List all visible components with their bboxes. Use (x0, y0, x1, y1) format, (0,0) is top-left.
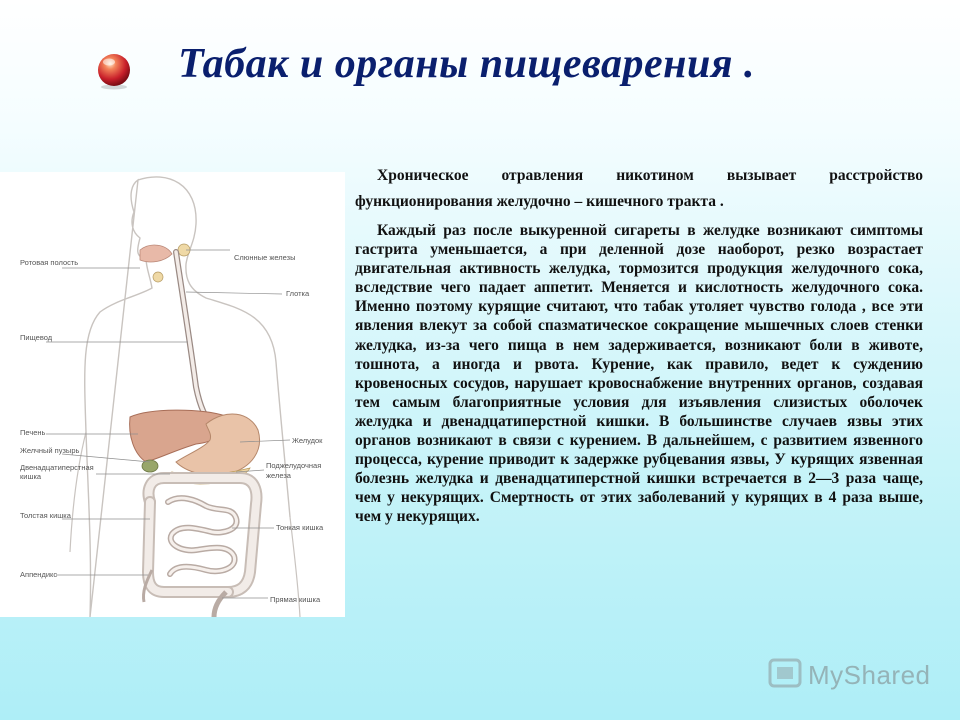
label-gallbladder: Желчный пузырь (20, 446, 80, 455)
label-colon: Толстая кишка (20, 511, 71, 520)
label-duodenum-2: кишка (20, 472, 42, 481)
red-sphere-bullet-icon (95, 52, 133, 90)
label-stomach: Желудок (292, 436, 323, 445)
slide-title: Табак и органы пищеварения . (178, 41, 755, 87)
watermark-text: MyShared (808, 660, 931, 690)
label-small-intestine: Тонкая кишка (276, 523, 324, 532)
digestive-system-diagram (0, 172, 345, 617)
intro-paragraph: Хроническое отравления никотином вызывает расстройство функционирования желудочно – кишечного тракта . (355, 167, 923, 210)
label-rectum: Прямая кишка (270, 595, 321, 604)
label-pharynx: Глотка (286, 289, 310, 298)
label-appendix: Аппендикс (20, 570, 58, 579)
label-esophagus: Пищевод (20, 333, 53, 342)
label-salivary-glands: Слюнные железы (234, 253, 296, 262)
label-pancreas-1: Поджелудочная (266, 461, 322, 470)
label-mouth: Ротовая полость (20, 258, 79, 267)
label-pancreas-2: железа (266, 471, 291, 480)
label-liver: Печень (20, 428, 46, 437)
label-duodenum-1: Двенадцатиперстная (20, 463, 94, 472)
main-paragraph: Каждый раз после выкуренной сигареты в желудке возникают симптомы гастрита уменьшается, а при деленной дозе наоборот, резко возрастает двигательная активность желудка, тормозится продукция желудочного сока, вследствие чего падает аппетит. Меняется и кислотность желудочного сока. Именно поэтому курящие считают, что табак утоляет чувство голода , все эти явления влекут за собой спазматическое сокращение мышечных слоев стенки желудка, из-за чего пища в нем задерживается, возникают боли в животе, тошнота, а иногда и рвота. Курение, как правило, ведет к суждению кровеносных сосудов, нарушает кровоснабжение внутренних органов, создавая тем самым благоприятные условия для изъявления слизистых оболочек желудка и двенадцатиперстной кишки. В большинстве случаев язвы этих органов возникают в связи с курением. В дальнейшем, с развитием язвенного процесса, курение приводит к задержке рубцевания язвы, У курящих язвенная болезнь желудка и двенадцатиперстной кишки встречается в 2—3 раза чаще, чем у некурящих. Смертность от этих заболеваний у курящих в 4 раза выше, чем у некурящих. (355, 222, 923, 526)
body-text (355, 163, 923, 527)
